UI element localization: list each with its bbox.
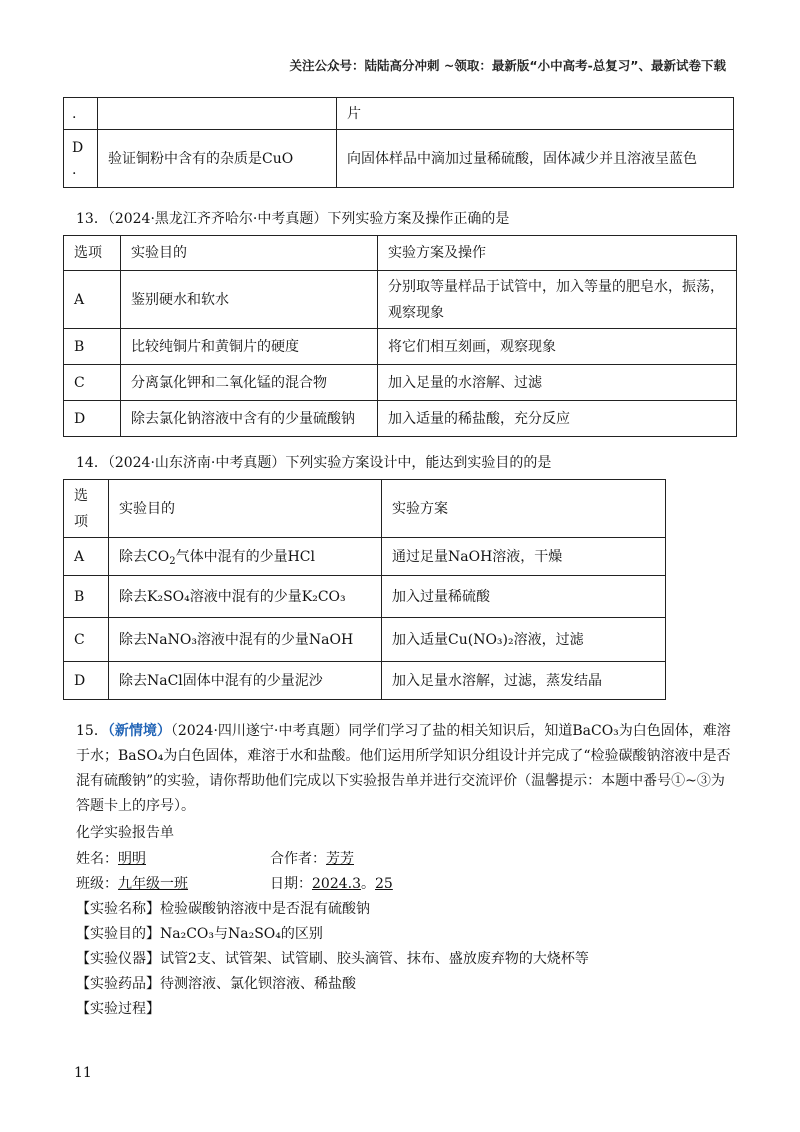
- option-cell: A: [64, 538, 109, 576]
- report-date-row: [270, 874, 393, 894]
- aim-cell: 除去氯化钠溶液中含有的少量硫酸钠: [121, 401, 378, 437]
- method-cell: 加入足量的水溶解、过滤: [378, 365, 737, 401]
- aim-cell: [109, 538, 382, 576]
- aim-cell: 验证铜粉中含有的杂质是CuO: [98, 130, 337, 188]
- option-cell: B: [64, 329, 121, 365]
- table-row: [64, 538, 666, 576]
- aim-cell: 鉴别硬水和软水: [121, 271, 378, 329]
- report-purpose: 【实验目的】Na₂CO₃与Na₂SO₄的区别: [76, 926, 323, 942]
- method-cell: 加入适量Cu(NO₃)₂溶液，过滤: [382, 618, 666, 662]
- table-row: [64, 130, 734, 188]
- partner-value: 芳芳: [326, 851, 354, 867]
- report-partner-row: [270, 849, 354, 869]
- table-row: [64, 271, 737, 329]
- option-cell: A: [64, 271, 121, 329]
- partner-label: 合作者：: [270, 851, 326, 867]
- table-header-row: [64, 480, 666, 538]
- top-table: [63, 97, 734, 188]
- option-cell: D .: [64, 130, 98, 188]
- report-class-row: [76, 874, 188, 894]
- option-cell: C: [64, 365, 121, 401]
- table-header-row: [64, 236, 737, 271]
- report-exp-name: 【实验名称】检验碳酸钠溶液中是否混有硫酸钠: [76, 901, 370, 917]
- report-apparatus: 【实验仪器】试管2支、试管架、试管刷、胶头滴管、抹布、盛放废弃物的大烧杯等: [76, 951, 589, 967]
- q13-table: [63, 235, 737, 437]
- q14-table: [63, 479, 666, 700]
- question-14-title: 14．（2024·山东济南·中考真题）下列实验方案设计中，能达到实验目的的是: [76, 455, 552, 471]
- option-cell: D: [64, 401, 121, 437]
- header-cell: 实验方案: [382, 480, 666, 538]
- table-row: [64, 662, 666, 700]
- table-row: [64, 618, 666, 662]
- table-row: [64, 576, 666, 618]
- aim-pre: 除去: [119, 548, 147, 565]
- method-cell: 分别取等量样品于试管中，加入等量的肥皂水，振荡，观察现象: [378, 271, 737, 329]
- method-cell: 加入足量水溶解，过滤，蒸发结晶: [382, 662, 666, 700]
- new-context-tag: （新情境）: [107, 723, 171, 739]
- table-row: [64, 365, 737, 401]
- report-reagents: 【实验药品】待测溶液、氯化钡溶液、稀盐酸: [76, 976, 356, 992]
- header-cell: 实验方案及操作: [378, 236, 737, 271]
- header-cell: 实验目的: [109, 480, 382, 538]
- option-cell: B: [64, 576, 109, 618]
- table-row: [64, 329, 737, 365]
- method-cell: 片: [337, 98, 734, 130]
- formula-sub: 2: [169, 555, 176, 567]
- date-value-a: 2024.3: [312, 876, 361, 892]
- method-cell: 通过足量NaOH溶液，干燥: [382, 538, 666, 576]
- aim-cell: 除去K₂SO₄溶液中混有的少量K₂CO₃: [109, 576, 382, 618]
- aim-cell: [98, 98, 337, 130]
- table-row: [64, 401, 737, 437]
- option-cell: D: [64, 662, 109, 700]
- aim-cell: 比较纯铜片和黄铜片的硬度: [121, 329, 378, 365]
- date-sep: 。: [361, 876, 375, 892]
- question-13-title: 13．（2024·黑龙江齐齐哈尔·中考真题）下列实验方案及操作正确的是: [76, 211, 510, 227]
- question-15-text: [76, 719, 736, 819]
- table-row: [64, 98, 734, 130]
- method-cell: 将它们相互刻画，观察现象: [378, 329, 737, 365]
- name-value: 明明: [118, 851, 146, 867]
- option-cell: C: [64, 618, 109, 662]
- formula-co2: CO: [147, 548, 170, 565]
- method-cell: 加入适量的稀盐酸，充分反应: [378, 401, 737, 437]
- method-cell: 向固体样品中滴加过量稀硫酸，固体减少并且溶液呈蓝色: [337, 130, 734, 188]
- report-name-row: [76, 849, 146, 869]
- question-number: 15．: [76, 723, 108, 739]
- name-label: 姓名：: [76, 851, 118, 867]
- page-header: 关注公众号：陆陆高分冲刺 ~领取：最新版“小中高考-总复习”、最新试卷下载: [289, 58, 726, 73]
- report-process: 【实验过程】: [76, 1001, 160, 1017]
- header-cell: 选 项: [64, 480, 109, 538]
- header-cell: 选项: [64, 236, 121, 271]
- class-value: 九年级一班: [118, 876, 188, 892]
- date-value-b: 25: [375, 876, 393, 892]
- aim-cell: 分离氯化钾和二氧化锰的混合物: [121, 365, 378, 401]
- aim-cell: 除去NaCl固体中混有的少量泥沙: [109, 662, 382, 700]
- question-body: （2024·四川遂宁·中考真题）同学们学习了盐的相关知识后，知道BaCO₃为白色固体，难溶于水；BaSO₄为白色固体，难溶于水和盐酸。他们运用所学知识分组设计并完成了“检验碳酸钠溶液中是否混有硫酸钠”的实验，请你帮助他们完成以下实验报告单并进行交流评价（温馨提示：本题中番号①~③为答题卡上的序号）。: [76, 723, 731, 814]
- report-title: 化学实验报告单: [76, 825, 174, 841]
- aim-cell: 除去NaNO₃溶液中混有的少量NaOH: [109, 618, 382, 662]
- date-label: 日期：: [270, 876, 312, 892]
- method-cell: 加入过量稀硫酸: [382, 576, 666, 618]
- class-label: 班级：: [76, 876, 118, 892]
- page-number: 11: [74, 1065, 92, 1081]
- aim-post: 气体中混有的少量HCl: [175, 548, 315, 565]
- header-cell: 实验目的: [121, 236, 378, 271]
- option-cell: .: [64, 98, 98, 130]
